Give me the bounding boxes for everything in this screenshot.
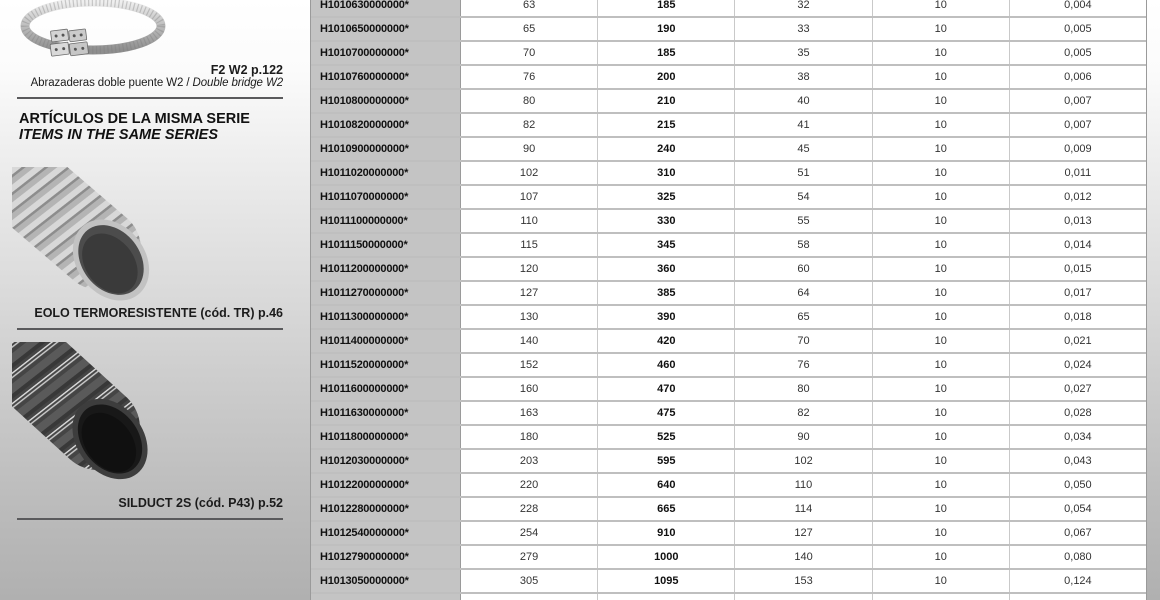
- clamp-caption-text: Abrazaderas doble puente W2 / Double bridge W2: [30, 77, 283, 89]
- cell-value: 200: [598, 66, 735, 88]
- table-row: [311, 42, 1146, 66]
- cell-code: H1011630000000*: [311, 402, 461, 424]
- cell-value: 163: [461, 402, 598, 424]
- table-row: [311, 90, 1146, 114]
- cell-value: 10: [873, 0, 1010, 16]
- spec-table: [310, 0, 1147, 600]
- clamp-page-ref: F2 W2 p.122: [210, 63, 283, 77]
- cell-value: 0,009: [1010, 138, 1146, 160]
- cell-value: 10: [873, 282, 1010, 304]
- cell-value: 58: [735, 234, 872, 256]
- cell-code: H1011520000000*: [311, 354, 461, 376]
- eolo-product-image: [12, 167, 164, 313]
- cell-value: 210: [598, 90, 735, 112]
- cell-value: 114: [735, 498, 872, 520]
- cell-code: H1010700000000*: [311, 42, 461, 64]
- cell-value: 76: [735, 354, 872, 376]
- cell-value: 10: [873, 114, 1010, 136]
- silduct-caption: SILDUCT 2S (cód. P43) p.52: [118, 496, 283, 510]
- cell-value: 0,005: [1010, 18, 1146, 40]
- cell-value: 10: [873, 186, 1010, 208]
- cell-value: 0,027: [1010, 378, 1146, 400]
- table-row: [311, 186, 1146, 210]
- cell-value: 80: [735, 378, 872, 400]
- table-row: [311, 234, 1146, 258]
- cell-value: 140: [461, 330, 598, 352]
- cell-value: 190: [598, 18, 735, 40]
- table-row: [311, 330, 1146, 354]
- cell-code: H1011800000000*: [311, 426, 461, 448]
- series-heading-es: ARTÍCULOS DE LA MISMA SERIE: [19, 111, 250, 127]
- cell-value: 55: [735, 210, 872, 232]
- cell-value: 70: [461, 42, 598, 64]
- cell-value: 127: [461, 282, 598, 304]
- cell-value: 33: [735, 18, 872, 40]
- cell-value: 65: [461, 18, 598, 40]
- cell-value: 63: [461, 0, 598, 16]
- table-row: [311, 66, 1146, 90]
- cell-value: 76: [461, 66, 598, 88]
- cell-code: H1012540000000*: [311, 522, 461, 544]
- cell-value: 0,011: [1010, 162, 1146, 184]
- cell-value: 10: [873, 258, 1010, 280]
- cell-value: 82: [461, 114, 598, 136]
- cell-value: 640: [598, 474, 735, 496]
- table-row: [311, 570, 1146, 594]
- cell-value: 460: [598, 354, 735, 376]
- cell-code: H1011300000000*: [311, 306, 461, 328]
- table-row: [311, 426, 1146, 450]
- cell-value: 0,080: [1010, 546, 1146, 568]
- cell-value: 0,018: [1010, 306, 1146, 328]
- cell-value: 10: [873, 426, 1010, 448]
- cell-value: 110: [461, 210, 598, 232]
- table-row: [311, 546, 1146, 570]
- cell-value: 64: [735, 282, 872, 304]
- cell-value: 10: [873, 402, 1010, 424]
- cell-value: 0,005: [1010, 42, 1146, 64]
- cell-code: H1012280000000*: [311, 498, 461, 520]
- cell-value: 0,021: [1010, 330, 1146, 352]
- cell-value: 115: [461, 234, 598, 256]
- table-row: [311, 498, 1146, 522]
- cell-value: 90: [735, 426, 872, 448]
- cell-value: 10: [873, 162, 1010, 184]
- cell-value: 160: [461, 378, 598, 400]
- cell-value: 0,006: [1010, 66, 1146, 88]
- cell-value: 153: [735, 570, 872, 592]
- silduct-product-image: [12, 342, 164, 492]
- cell-value: 10: [873, 474, 1010, 496]
- table-row: [311, 474, 1146, 498]
- cell-value: 665: [598, 498, 735, 520]
- series-heading-en: ITEMS IN THE SAME SERIES: [19, 127, 218, 143]
- cell-value: 1000: [598, 546, 735, 568]
- cell-value: 0,067: [1010, 522, 1146, 544]
- cell-code: H1012200000000*: [311, 474, 461, 496]
- cell-value: 228: [461, 498, 598, 520]
- cell-value: 325: [598, 186, 735, 208]
- cell-value: 279: [461, 546, 598, 568]
- cell-value: 185: [598, 0, 735, 16]
- cell-value: 10: [873, 498, 1010, 520]
- cell-value: 360: [598, 258, 735, 280]
- cell-value: 0,017: [1010, 282, 1146, 304]
- cell-value: 525: [598, 426, 735, 448]
- cell-value: 10: [873, 378, 1010, 400]
- cell-code: H1013050000000*: [311, 570, 461, 592]
- cell-value: [1010, 594, 1146, 600]
- cell-value: 0,012: [1010, 186, 1146, 208]
- cell-value: 0,034: [1010, 426, 1146, 448]
- cell-value: 10: [873, 90, 1010, 112]
- cell-value: 0,050: [1010, 474, 1146, 496]
- cell-value: 10: [873, 570, 1010, 592]
- cell-value: 54: [735, 186, 872, 208]
- cell-code: H1011400000000*: [311, 330, 461, 352]
- cell-value: 595: [598, 450, 735, 472]
- cell-value: 0,004: [1010, 0, 1146, 16]
- cell-value: [873, 594, 1010, 600]
- table-row: [311, 450, 1146, 474]
- cell-value: 305: [461, 570, 598, 592]
- table-row: [311, 138, 1146, 162]
- cell-value: 0,013: [1010, 210, 1146, 232]
- cell-code: H1012030000000*: [311, 450, 461, 472]
- cell-code: H1011150000000*: [311, 234, 461, 256]
- table-row: [311, 162, 1146, 186]
- cell-value: 140: [735, 546, 872, 568]
- table-row: [311, 114, 1146, 138]
- cell-value: 80: [461, 90, 598, 112]
- cell-value: 0,124: [1010, 570, 1146, 592]
- series-heading: [19, 111, 250, 143]
- cell-code: H1010760000000*: [311, 66, 461, 88]
- cell-value: 0,007: [1010, 114, 1146, 136]
- cell-value: 120: [461, 258, 598, 280]
- table-row: [311, 18, 1146, 42]
- cell-value: 10: [873, 354, 1010, 376]
- table-row: [311, 522, 1146, 546]
- cell-value: 82: [735, 402, 872, 424]
- cell-value: 0,014: [1010, 234, 1146, 256]
- cell-value: 35: [735, 42, 872, 64]
- cell-value: 41: [735, 114, 872, 136]
- cell-value: 345: [598, 234, 735, 256]
- divider: [17, 518, 283, 520]
- cell-value: 127: [735, 522, 872, 544]
- cell-value: 130: [461, 306, 598, 328]
- cell-value: 220: [461, 474, 598, 496]
- cell-value: 10: [873, 522, 1010, 544]
- cell-code: H1011270000000*: [311, 282, 461, 304]
- table-row: [311, 402, 1146, 426]
- cell-value: 51: [735, 162, 872, 184]
- cell-value: 0,015: [1010, 258, 1146, 280]
- cell-value: 0,024: [1010, 354, 1146, 376]
- cell-value: 910: [598, 522, 735, 544]
- table-row: [311, 258, 1146, 282]
- cell-value: 110: [735, 474, 872, 496]
- cell-value: 10: [873, 234, 1010, 256]
- cell-value: 10: [873, 138, 1010, 160]
- eolo-caption: EOLO TERMORESISTENTE (cód. TR) p.46: [34, 306, 283, 320]
- cell-value: 180: [461, 426, 598, 448]
- table-row: [311, 282, 1146, 306]
- cell-code: H1011020000000*: [311, 162, 461, 184]
- cell-value: 10: [873, 42, 1010, 64]
- table-row: [311, 378, 1146, 402]
- cell-code: H1010900000000*: [311, 138, 461, 160]
- sidebar: [0, 0, 310, 600]
- cell-value: 152: [461, 354, 598, 376]
- cell-value: [461, 594, 598, 600]
- cell-value: 102: [735, 450, 872, 472]
- cell-code: [311, 594, 461, 600]
- cell-value: 330: [598, 210, 735, 232]
- cell-value: 32: [735, 0, 872, 16]
- clamp-caption: [31, 63, 283, 90]
- cell-code: H1011600000000*: [311, 378, 461, 400]
- cell-code: H1010630000000*: [311, 0, 461, 16]
- cell-value: 45: [735, 138, 872, 160]
- cell-value: 40: [735, 90, 872, 112]
- cell-value: 385: [598, 282, 735, 304]
- divider: [17, 328, 283, 330]
- cell-value: 38: [735, 66, 872, 88]
- table-row: [311, 0, 1146, 18]
- cell-code: H1011070000000*: [311, 186, 461, 208]
- cell-value: 10: [873, 306, 1010, 328]
- cell-value: 0,043: [1010, 450, 1146, 472]
- cell-value: 0,028: [1010, 402, 1146, 424]
- divider: [17, 97, 283, 99]
- cell-value: 420: [598, 330, 735, 352]
- cell-value: 10: [873, 330, 1010, 352]
- cell-value: 0,007: [1010, 90, 1146, 112]
- table-row: [311, 594, 1146, 600]
- cell-value: 10: [873, 210, 1010, 232]
- cell-value: 10: [873, 450, 1010, 472]
- cell-value: 70: [735, 330, 872, 352]
- cell-value: 470: [598, 378, 735, 400]
- cell-value: 0,054: [1010, 498, 1146, 520]
- cell-value: 215: [598, 114, 735, 136]
- cell-code: H1010650000000*: [311, 18, 461, 40]
- cell-value: 10: [873, 66, 1010, 88]
- cell-value: 203: [461, 450, 598, 472]
- cell-value: 185: [598, 42, 735, 64]
- table-row: [311, 210, 1146, 234]
- table-row: [311, 306, 1146, 330]
- cell-value: 65: [735, 306, 872, 328]
- cell-value: 102: [461, 162, 598, 184]
- cell-value: 1095: [598, 570, 735, 592]
- cell-value: 10: [873, 546, 1010, 568]
- cell-value: 90: [461, 138, 598, 160]
- cell-code: H1010800000000*: [311, 90, 461, 112]
- cell-code: H1011200000000*: [311, 258, 461, 280]
- cell-value: 240: [598, 138, 735, 160]
- clamp-product-image: [20, 0, 170, 61]
- cell-code: H1012790000000*: [311, 546, 461, 568]
- table-row: [311, 354, 1146, 378]
- cell-value: 390: [598, 306, 735, 328]
- cell-value: 60: [735, 258, 872, 280]
- cell-code: H1011100000000*: [311, 210, 461, 232]
- cell-value: 475: [598, 402, 735, 424]
- cell-value: [598, 594, 735, 600]
- cell-value: [735, 594, 872, 600]
- cell-value: 310: [598, 162, 735, 184]
- cell-value: 254: [461, 522, 598, 544]
- cell-value: 10: [873, 18, 1010, 40]
- cell-value: 107: [461, 186, 598, 208]
- cell-code: H1010820000000*: [311, 114, 461, 136]
